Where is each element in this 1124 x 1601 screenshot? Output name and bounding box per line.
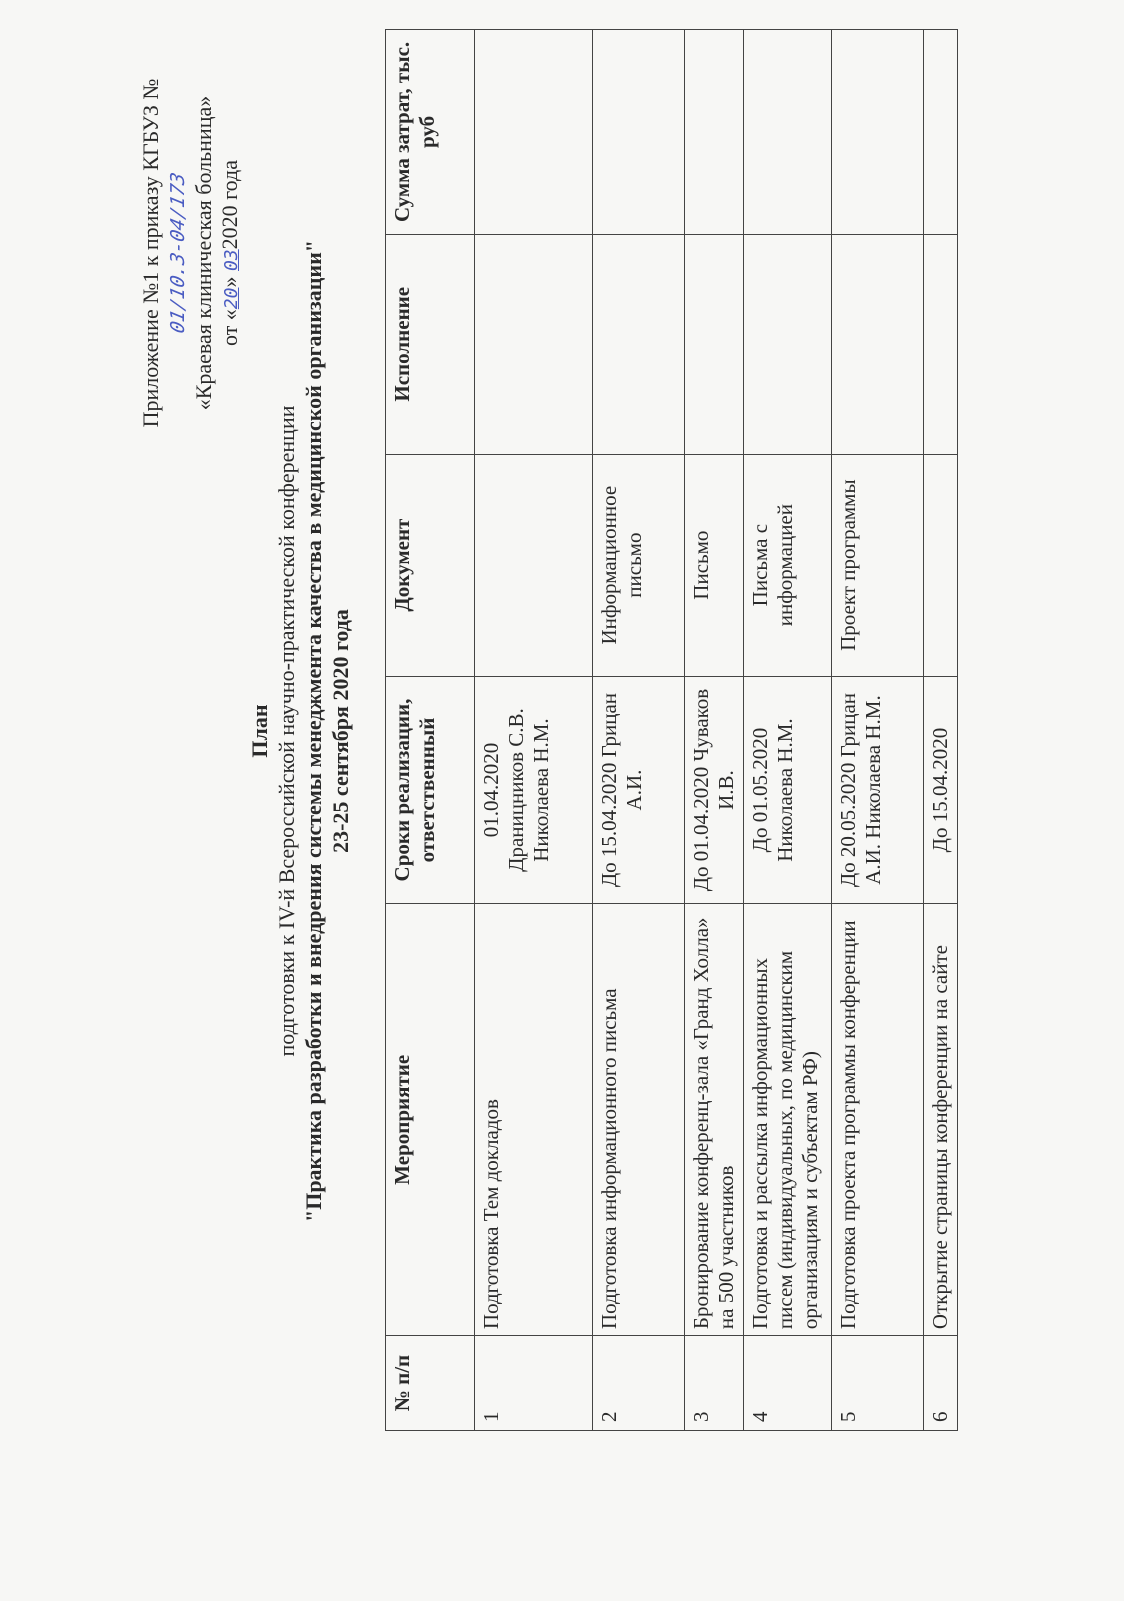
cell-event: Подготовка Тем докладов [475,904,593,1336]
cell-sum [832,30,924,235]
cell-num: 6 [924,1336,958,1431]
cell-num: 5 [832,1336,924,1431]
cell-exec [832,234,924,454]
table-row [593,30,685,1431]
cell-exec [685,234,744,454]
title-line-3: "Практика разработки и внедрения системы менеджмента качества в медицинской организации" [301,240,326,1222]
title-line-1: План [247,704,272,758]
table-row [475,30,593,1431]
cell-event: Подготовка и рассылка информационных писем (индивидуальных, по медицинским организациям и субъектам РФ) [744,904,832,1336]
handwritten-order-number: 01/10.3-04/173 [167,170,189,336]
appendix-line-1: Приложение №1 к приказу КГБУЗ № 01/10.3-04/173 [138,78,189,428]
title-line-4: 23-25 сентября 2020 года [328,609,353,853]
appendix-line-3: от «20» 032020 года [217,160,242,347]
appendix-line-2: «Краевая клиническая больница» [191,95,216,411]
cell-exec [924,234,958,454]
appendix-header [138,33,245,473]
header-exec: Исполнение [386,234,475,454]
header-event: Мероприятие [386,904,475,1336]
cell-num: 1 [475,1336,593,1431]
plan-title [246,31,354,1431]
cell-num: 2 [593,1336,685,1431]
plan-table [385,29,958,1431]
cell-sum [685,30,744,235]
title-line-2: подготовки к IV-й Всероссийской научно-практической конференции [274,405,299,1057]
handwritten-month: 03 [221,249,242,271]
cell-num: 3 [685,1336,744,1431]
cell-term: До 20.05.2020 Грицан А.И. Николаева Н.М. [832,676,924,904]
cell-event: Бронирование конференц-зала «Гранд Холла» на 500 участников [685,904,744,1336]
cell-exec [744,234,832,454]
cell-term: До 15.04.2020 Грицан А.И. [593,676,685,904]
header-term: Сроки реализации, ответственный [386,676,475,904]
header-num: № п/п [386,1336,475,1431]
cell-term: До 01.04.2020 Чуваков И.В. [685,676,744,904]
table-row [744,30,832,1431]
table-header-row [386,30,475,1431]
cell-doc: Письмо [685,454,744,676]
table-row [832,30,924,1431]
table-row [924,30,958,1431]
header-doc: Документ [386,454,475,676]
cell-doc [475,454,593,676]
cell-sum [593,30,685,235]
cell-exec [475,234,593,454]
cell-term: До 01.05.2020 Николаева Н.М. [744,676,832,904]
cell-sum [475,30,593,235]
header-sum: Сумма затрат, тыс. руб [386,30,475,235]
cell-term: 01.04.2020 Драницников С.В. Николаева Н.М. [475,676,593,904]
cell-sum [744,30,832,235]
cell-term: До 15.04.2020 [924,676,958,904]
cell-num: 4 [744,1336,832,1431]
cell-event: Открытие страницы конференции на сайте [924,904,958,1336]
cell-event: Подготовка информационного письма [593,904,685,1336]
cell-event: Подготовка проекта программы конференции [832,904,924,1336]
cell-sum [924,30,958,235]
cell-doc: Проект программы [832,454,924,676]
cell-exec [593,234,685,454]
handwritten-day: 20 [221,287,242,310]
cell-doc [924,454,958,676]
cell-doc: Письма с информацией [744,454,832,676]
table-row [685,30,744,1431]
cell-doc: Информационное письмо [593,454,685,676]
